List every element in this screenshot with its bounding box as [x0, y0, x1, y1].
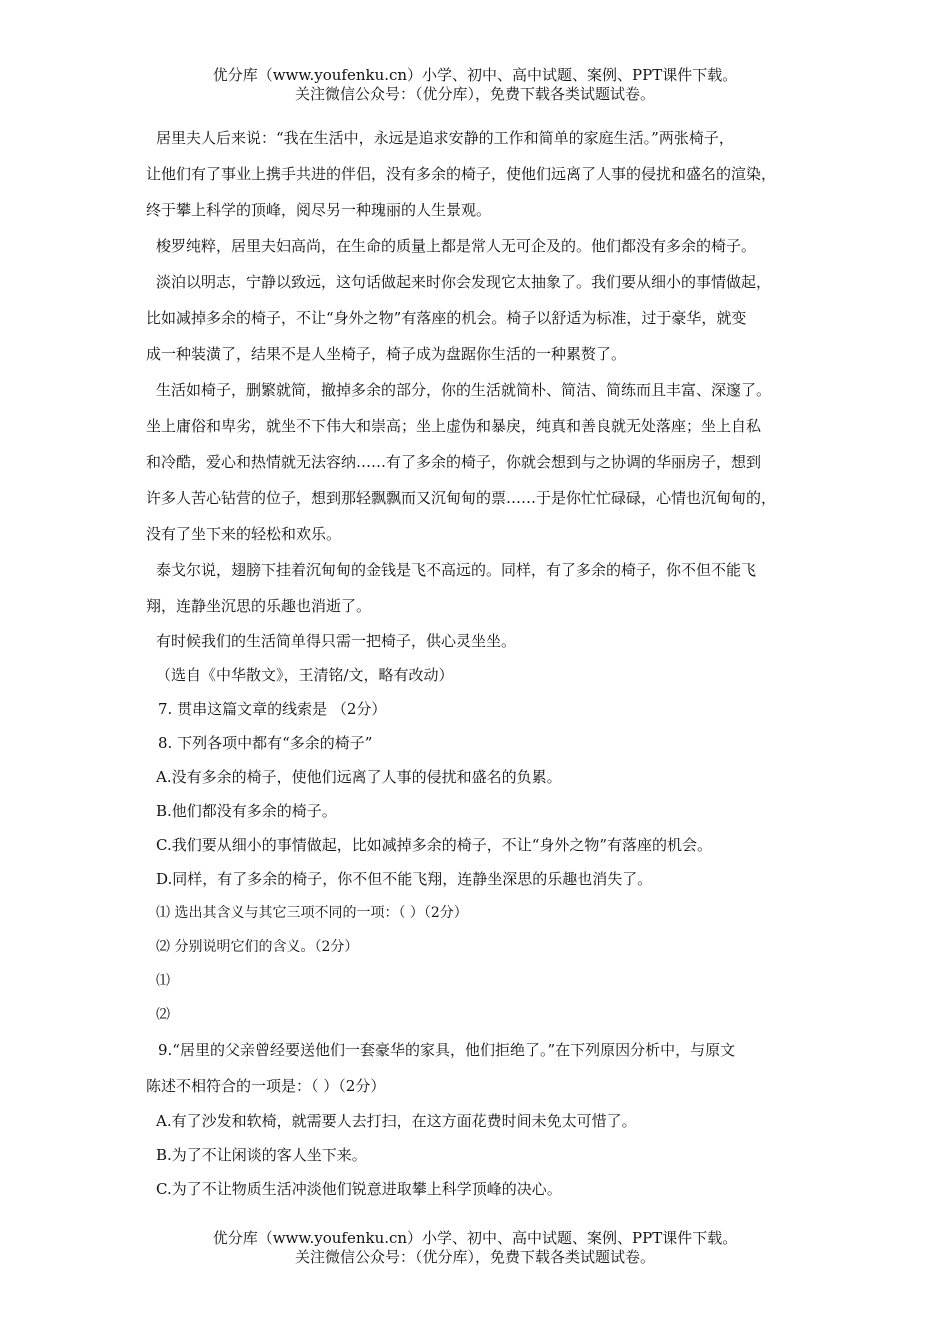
article-line: 居里夫人后来说：“我在生活中，永远是追求安静的工作和简单的家庭生活。”两张椅子， [156, 129, 734, 147]
document-body [146, 120, 814, 1206]
sub-question-2: ⑵ 分别说明它们的含义。（2分） [156, 939, 359, 955]
page-header [0, 66, 950, 104]
article-line: 坐上庸俗和卑劣，就坐不下伟大和崇高；坐上虚伪和暴戾，纯真和善良就无处落座；坐上自私 [146, 417, 762, 435]
question-9-cont: 陈述不相符合的一项是：（ ）（2分） [146, 1077, 386, 1095]
footer-line-2: 关注微信公众号：（优分库），免费下载各类试题试卷。 [294, 1248, 655, 1266]
answer-line-1: ⑴ [156, 973, 170, 989]
article-line: 淡泊以明志，宁静以致远，这句话做起来时你会发现它太抽象了。我们要从细小的事情做起， [156, 273, 772, 291]
article-line: 和冷酷，爱心和热情就无法容纳……有了多余的椅子，你就会想到与之协调的华丽房子，想到 [146, 453, 762, 471]
page-footer [0, 1229, 950, 1267]
option-b: B.为了不让闲谈的客人坐下来。 [156, 1146, 367, 1164]
article-line: 终于攀上科学的顶峰，阅尽另一种瑰丽的人生景观。 [146, 201, 492, 219]
option-c: C.为了不让物质生活冲淡他们锐意进取攀上科学顶峰的决心。 [156, 1180, 562, 1198]
option-c: C.我们要从细小的事情做起，比如减掉多余的椅子，不让“身外之物”有落座的机会。 [156, 836, 713, 854]
article-line: 没有了坐下来的轻松和欢乐。 [146, 525, 342, 543]
header-line-1: 优分库（www.youfenku.cn）小学、初中、高中试题、案例、PPT课件下载。 [212, 66, 738, 84]
question-8: 8. 下列各项中都有“多余的椅子” [158, 734, 373, 752]
answer-line-2: ⑵ [156, 1007, 170, 1023]
option-a: A.有了沙发和软椅，就需要人去打扫，在这方面花费时间未免太可惜了。 [156, 1112, 637, 1130]
option-b: B.他们都没有多余的椅子。 [156, 802, 337, 820]
article-text [146, 120, 814, 692]
header-line-2: 关注微信公众号：（优分库），免费下载各类试题试卷。 [294, 85, 655, 103]
option-d: D.同样，有了多余的椅子，你不但不能飞翔，连静坐深思的乐趣也消失了。 [156, 870, 653, 888]
article-line: 比如减掉多余的椅子，不让“身外之物”有落座的机会。椅子以舒适为标准，过于豪华，就变 [146, 309, 747, 327]
article-line: 有时候我们的生活简单得只需一把椅子，供心灵坐坐。 [156, 632, 517, 650]
question-9: 9.“居里的父亲曾经要送他们一套豪华的家具，他们拒绝了。”在下列原因分析中，与原文 [158, 1041, 736, 1059]
article-line: 翔，连静坐沉思的乐趣也消逝了。 [146, 597, 372, 615]
article-line: 生活如椅子，删繁就简，撤掉多余的部分，你的生活就简朴、简洁、简练而且丰富、深邃了。 [156, 381, 772, 399]
article-line: 梭罗纯粹，居里夫妇高尚，在生命的质量上都是常人无可企及的。他们都没有多余的椅子。 [156, 237, 757, 255]
article-source: （选自《中华散文》，王清铭/文，略有改动） [156, 666, 454, 684]
article-line: 成一种装潢了，结果不是人坐椅子，椅子成为盘踞你生活的一种累赘了。 [146, 345, 627, 363]
footer-line-1: 优分库（www.youfenku.cn）小学、初中、高中试题、案例、PPT课件下载。 [212, 1229, 738, 1247]
article-line: 泰戈尔说，翅膀下挂着沉甸甸的金钱是飞不高远的。同样，有了多余的椅子，你不但不能飞 [156, 561, 757, 579]
sub-question-1: ⑴ 选出其含义与其它三项不同的一项：（ ）（2分） [156, 905, 468, 921]
article-line: 许多人苦心钻营的位子，想到那轻飘飘而又沉甸甸的票……于是你忙忙碌碌，心情也沉甸甸的， [146, 489, 777, 507]
article-line: 让他们有了事业上携手共进的伴侣，没有多余的椅子，使他们远离了人事的侵扰和盛名的渲染， [146, 165, 777, 183]
questions-section [146, 692, 814, 1206]
question-7: 7. 贯串这篇文章的线索是 （2分） [158, 700, 387, 718]
option-a: A.没有多余的椅子，使他们远离了人事的侵扰和盛名的负累。 [156, 768, 562, 786]
